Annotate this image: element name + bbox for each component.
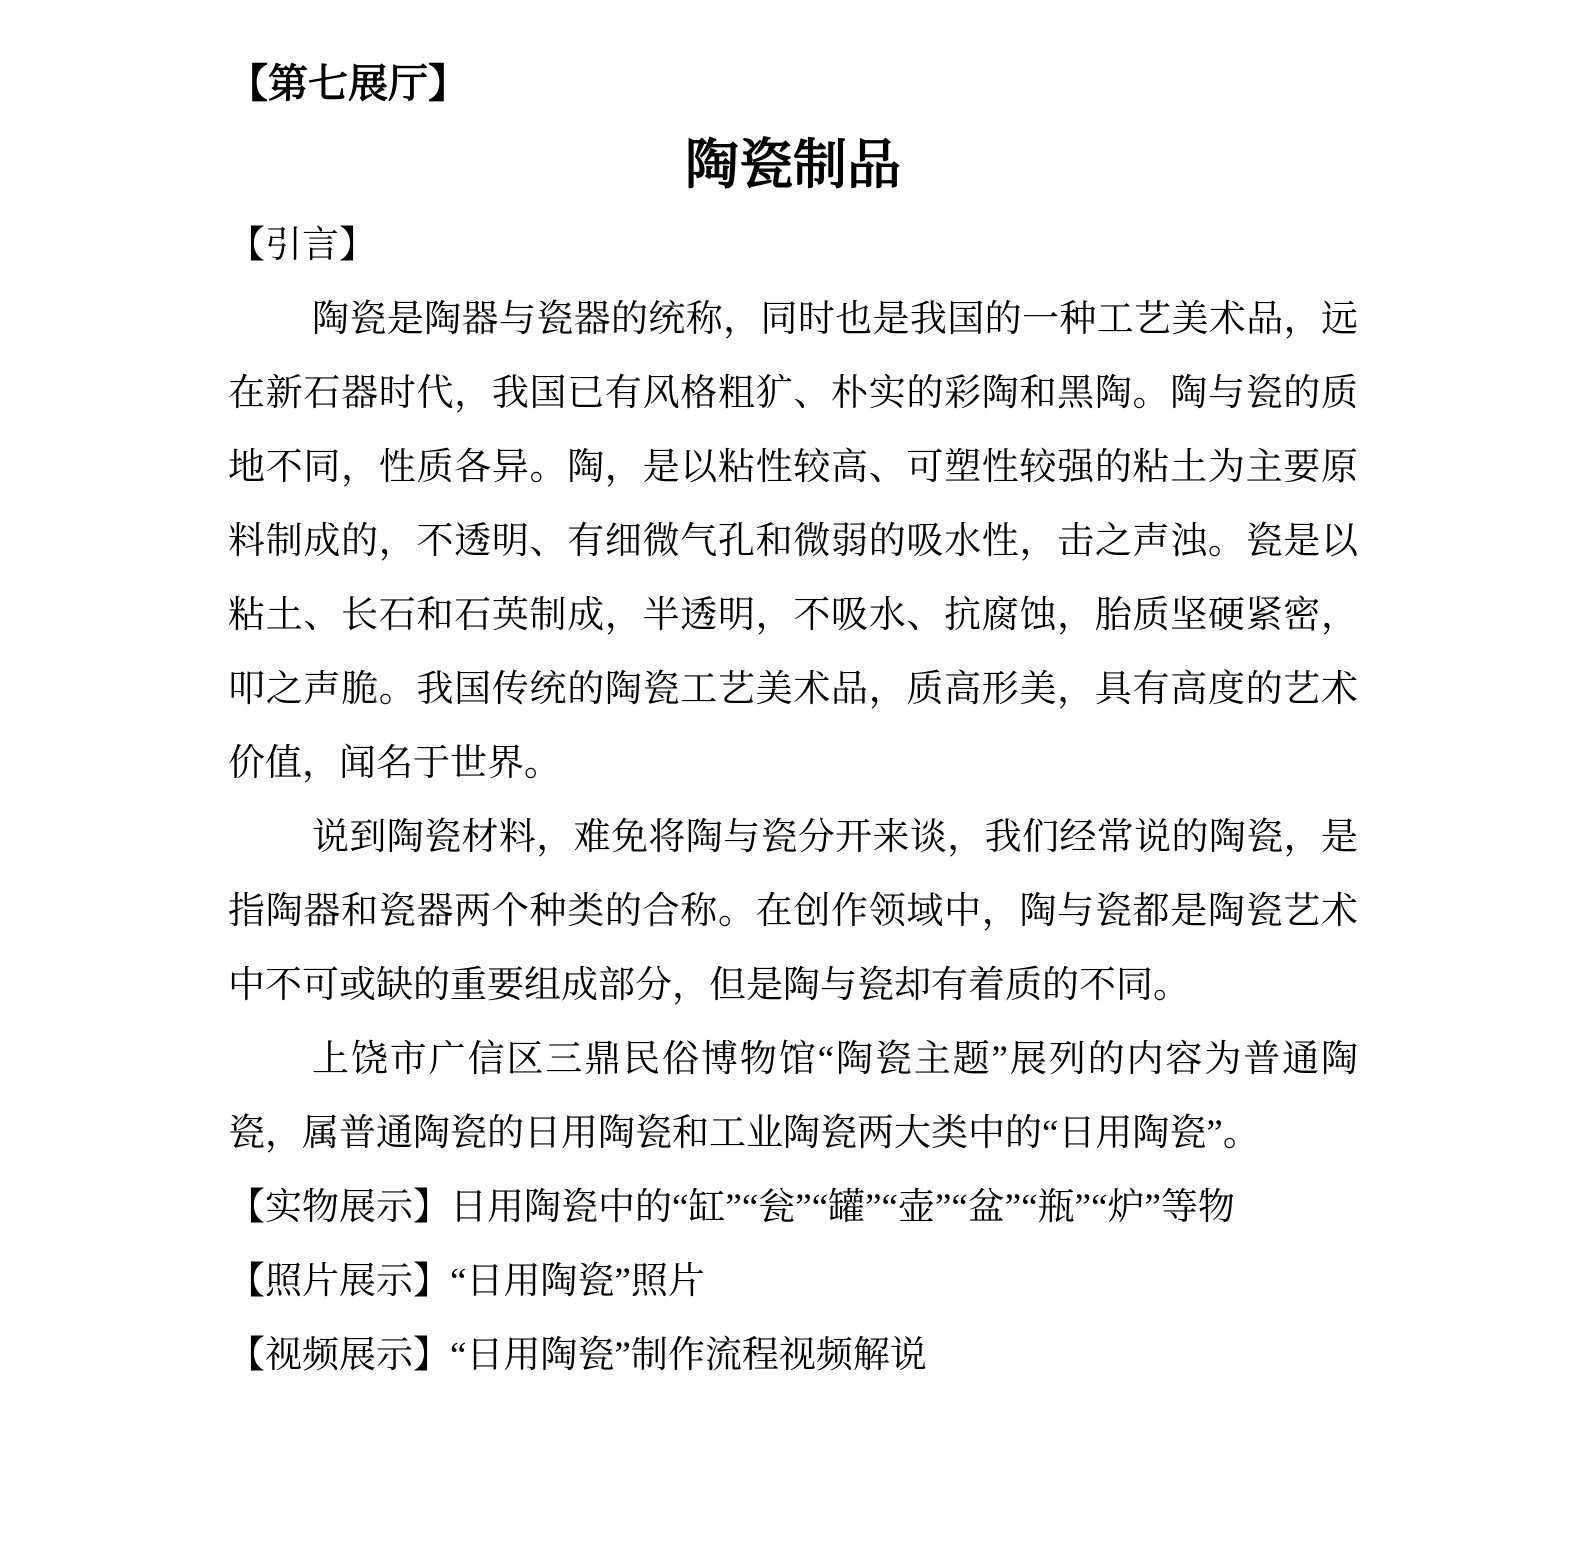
page-title: 陶瓷制品 [685, 135, 901, 195]
exhibit-text: “日用陶瓷”照片 [450, 1261, 705, 1302]
exhibit-text: 日用陶瓷中的“缸”“瓮”“罐”“壶”“盆”“瓶”“炉”等物 [450, 1187, 1235, 1228]
exhibit-line-photos [228, 1245, 1358, 1319]
exhibit-label: 【照片展示】 [228, 1261, 450, 1302]
exhibit-line-video [228, 1319, 1358, 1393]
hall-label: 【第七展厅】 [228, 61, 468, 106]
intro-section-label: 【引言】 [228, 225, 376, 266]
exhibit-line-objects [228, 1171, 1358, 1245]
paragraph: 上饶市广信区三鼎民俗博物馆“陶瓷主题”展列的内容为普通陶瓷，属普通陶瓷的日用陶瓷和工业陶瓷两大类中的“日用陶瓷”。 [228, 1039, 1358, 1154]
exhibit-label: 【视频展示】 [228, 1335, 450, 1376]
paragraph: 说到陶瓷材料，难免将陶与瓷分开来谈，我们经常说的陶瓷，是指陶器和瓷器两个种类的合称。在创作领域中，陶与瓷都是陶瓷艺术中不可或缺的重要组成部分，但是陶与瓷却有着质的不同。 [228, 817, 1358, 1006]
exhibit-text: “日用陶瓷”制作流程视频解说 [450, 1335, 927, 1376]
exhibit-label: 【实物展示】 [228, 1187, 450, 1228]
paragraph: 陶瓷是陶器与瓷器的统称，同时也是我国的一种工艺美术品，远在新石器时代，我国已有风格粗犷、朴实的彩陶和黑陶。陶与瓷的质地不同，性质各异。陶，是以粘性较高、可塑性较强的粘土为主要原料制成的，不透明、有细微气孔和微弱的吸水性，击之声浊。瓷是以粘土、长石和石英制成，半透明，不吸水、抗腐蚀，胎质坚硬紧密，叩之声脆。我国传统的陶瓷工艺美术品，质高形美，具有高度的艺术价值，闻名于世界。 [228, 299, 1358, 784]
